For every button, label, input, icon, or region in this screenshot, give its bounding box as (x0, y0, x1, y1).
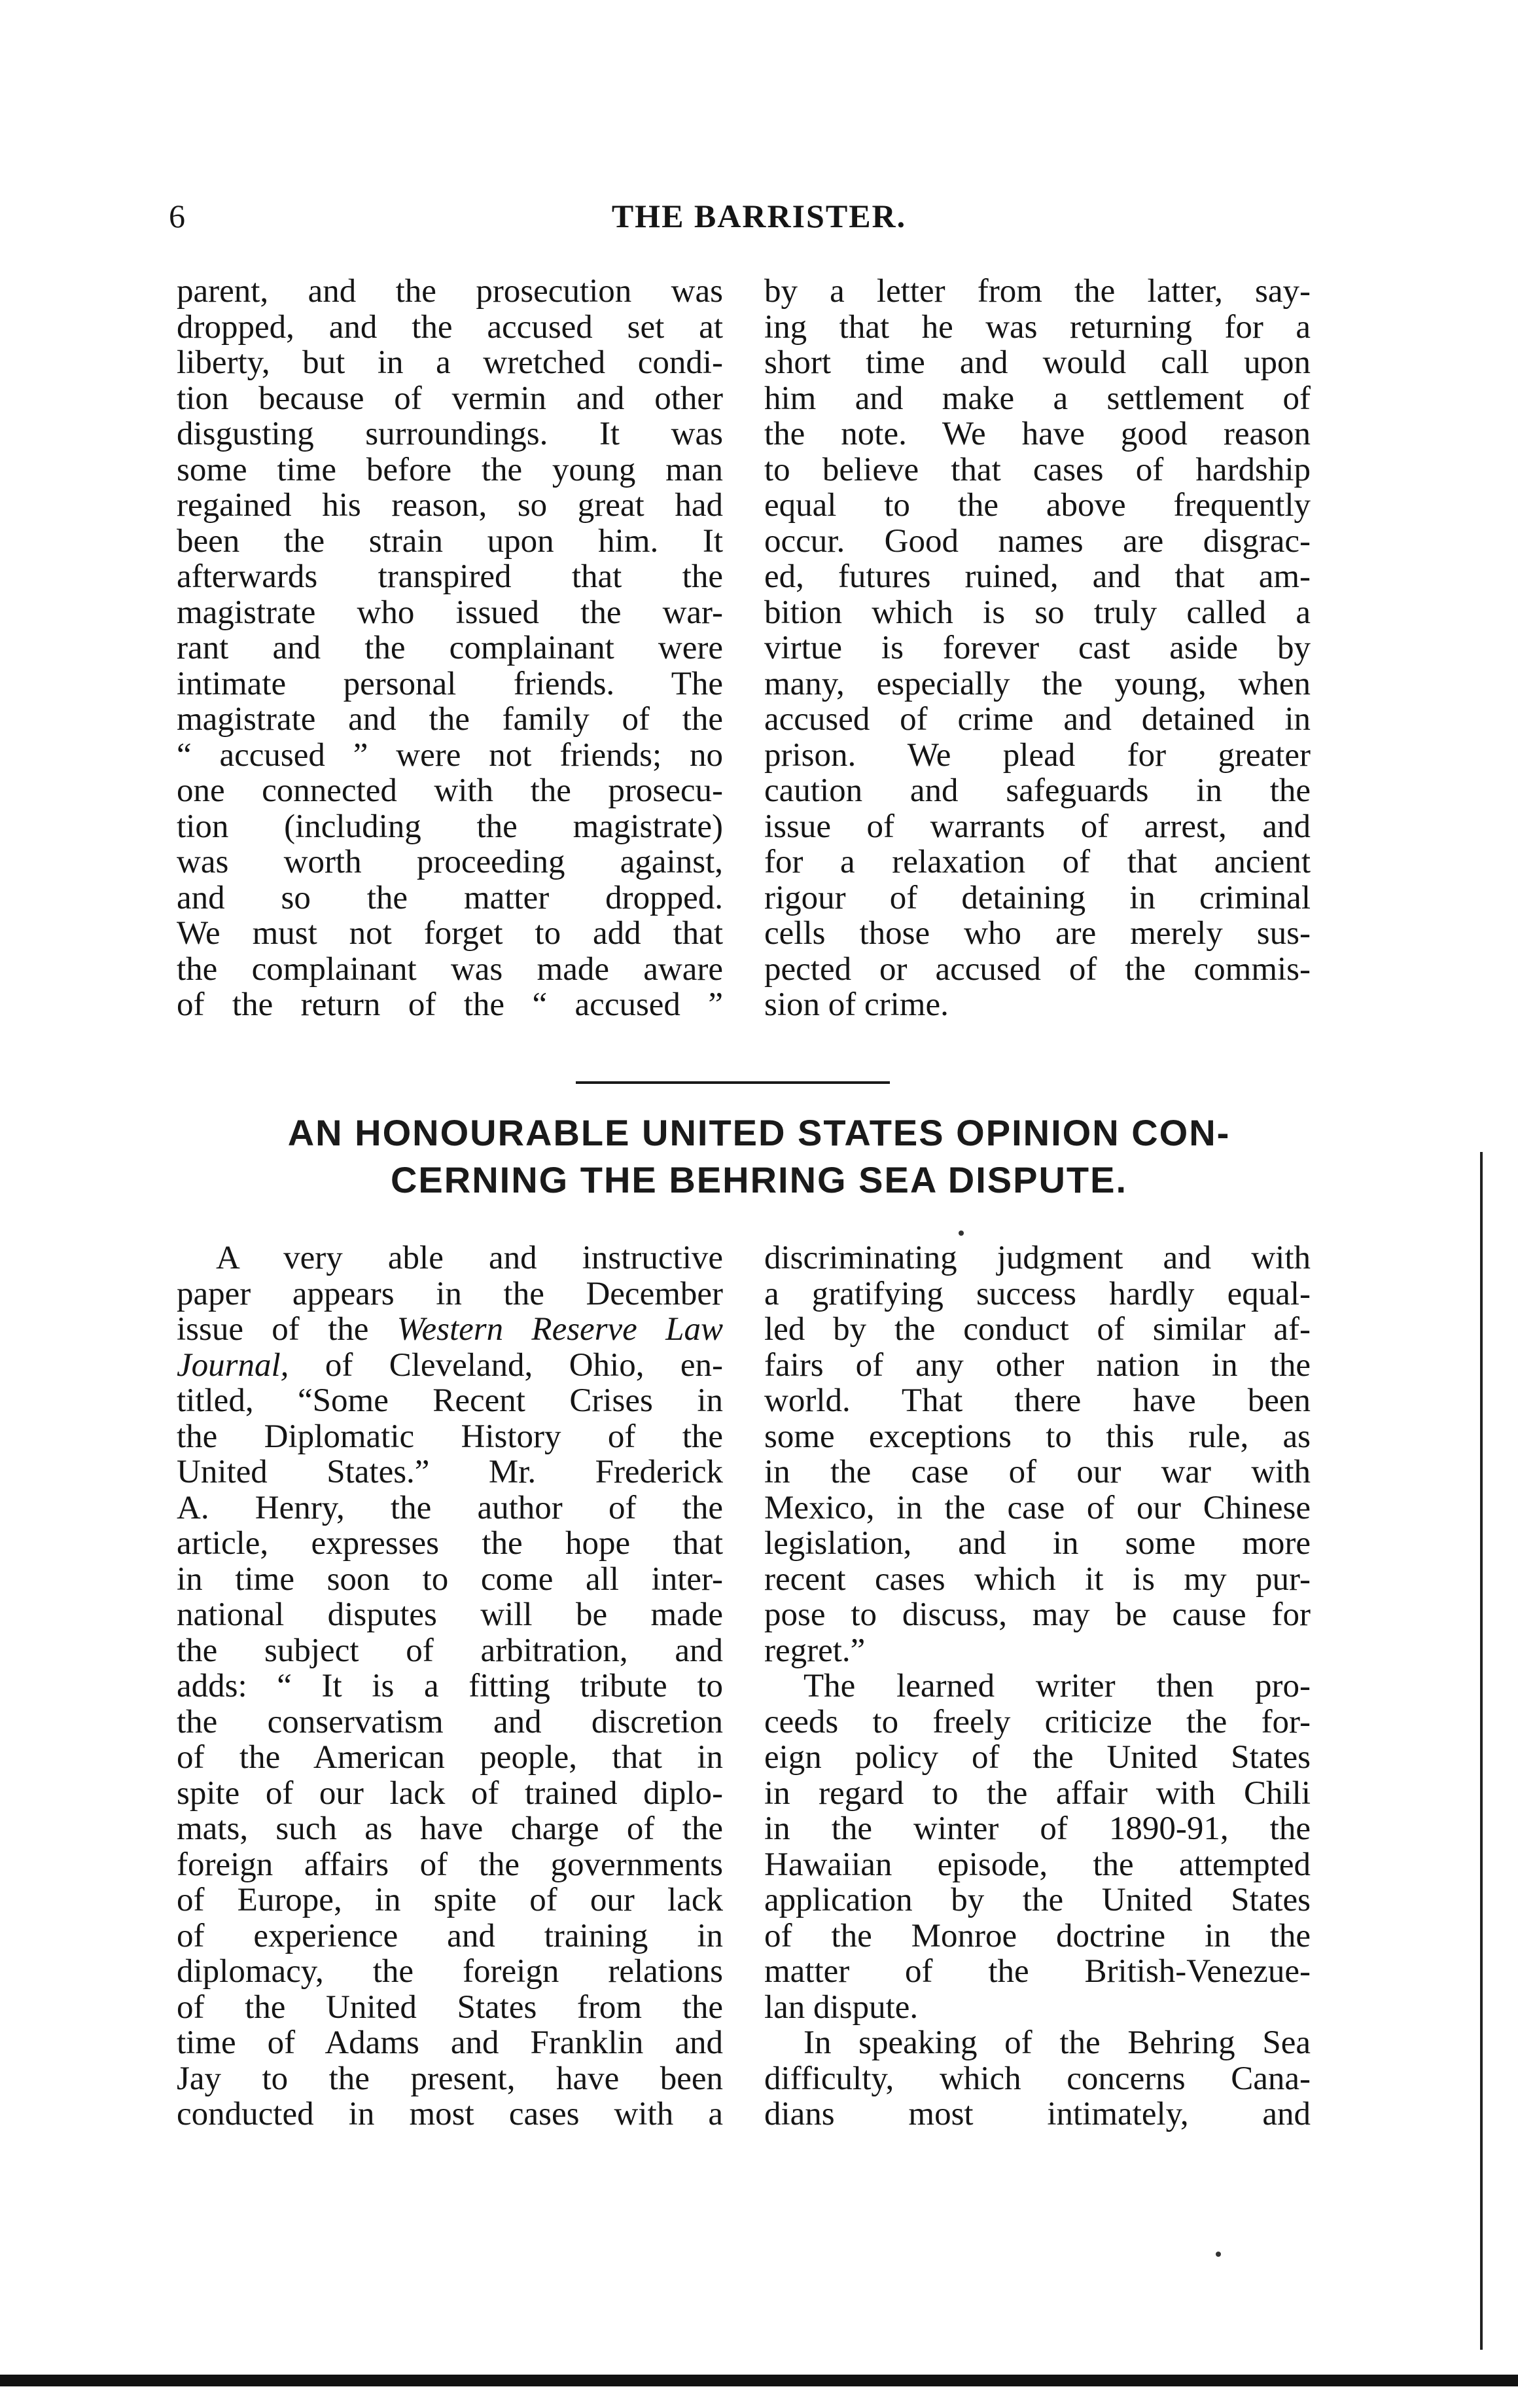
text-line: liberty, but in a wretched condi- (177, 345, 723, 381)
text-line: “ accused ” were not friends; no (177, 737, 723, 773)
text-line: the complainant was made aware (177, 951, 723, 987)
text-line: legislation, and in some more (764, 1526, 1311, 1562)
text-line: magistrate who issued the war- (177, 594, 723, 630)
top-left-column (177, 274, 723, 1023)
text-line: pose to discuss, may be cause for (764, 1597, 1311, 1633)
text-line: ed, futures ruined, and that am- (764, 559, 1311, 595)
text-line: titled, “Some Recent Crises in (177, 1383, 723, 1419)
text-line: lan dispute. (764, 1989, 919, 2025)
text-line: been the strain upon him. It (177, 523, 723, 559)
text-line: issue of warrants of arrest, and (764, 808, 1311, 844)
text-line: time of Adams and Franklin and (177, 2025, 723, 2061)
text-line: In speaking of the Behring Sea (803, 2025, 1311, 2061)
scan-edge-line (1480, 1152, 1483, 2350)
text-line: some time before the young man (177, 452, 723, 488)
text-line: rant and the complainant were (177, 630, 723, 666)
text-line: in the winter of 1890-91, the (764, 1811, 1311, 1847)
text-line: recent cases which it is my pur- (764, 1561, 1311, 1597)
ink-speck (1216, 2252, 1221, 2257)
page-number: 6 (169, 198, 185, 234)
text-line: tion because of vermin and other (177, 380, 723, 416)
text-line: disgusting surroundings. It was (177, 416, 723, 452)
text-line: diplomacy, the foreign relations (177, 1954, 723, 1990)
text-line: the Diplomatic History of the (177, 1418, 723, 1454)
text-line: A. Henry, the author of the (177, 1490, 723, 1526)
text-line: cells those who are merely sus- (764, 916, 1311, 952)
text-line: prison. We plead for greater (764, 737, 1311, 773)
text-line: afterwards transpired that the (177, 559, 723, 595)
text-line: world. That there have been (764, 1383, 1311, 1419)
text-line: matter of the British-Venezue- (764, 1954, 1311, 1990)
text-fragment: of Cleveland, Ohio, en- (289, 1347, 723, 1383)
text-line: many, especially the young, when (764, 666, 1311, 702)
title-line: CERNING THE BEHRING SEA DISPUTE. (390, 1159, 1128, 1200)
text-line: of the United States from the (177, 1989, 723, 2025)
text-line: The learned writer then pro- (803, 1668, 1311, 1704)
text-line: rigour of detaining in criminal (764, 880, 1311, 916)
text-line: sion of crime. (764, 987, 949, 1023)
text-line: in time soon to come all inter- (177, 1561, 723, 1597)
text-line: of the Monroe doctrine in the (764, 1918, 1311, 1954)
text-line: a gratifying success hardly equal- (764, 1276, 1311, 1312)
text-fragment: issue of the (177, 1312, 397, 1348)
ink-speck (959, 1231, 964, 1236)
text-line: mats, such as have charge of the (177, 1811, 723, 1847)
text-line: adds: “ It is a fitting tribute to (177, 1668, 723, 1704)
text-line: of the return of the “ accused ” (177, 987, 723, 1023)
text-line: ing that he was returning for a (764, 309, 1311, 345)
text-line: him and make a settlement of (764, 380, 1311, 416)
text-line: magistrate and the family of the (177, 702, 723, 738)
text-line: of experience and training in (177, 1918, 723, 1954)
text-line: discriminating judgment and with (764, 1240, 1311, 1276)
text-line: and so the matter dropped. (177, 880, 723, 916)
text-line: ceeds to freely criticize the for- (764, 1704, 1311, 1740)
text-line: short time and would call upon (764, 345, 1311, 381)
article-right-column (764, 1240, 1311, 2132)
text-line: dians most intimately, and (764, 2096, 1311, 2132)
text-line: dropped, and the accused set at (177, 309, 723, 345)
text-line: pected or accused of the commis- (764, 951, 1311, 987)
article-left-column (177, 1240, 723, 2132)
text-line: the conservatism and discretion (177, 1704, 723, 1740)
text-line: bition which is so truly called a (764, 594, 1311, 630)
text-line: article, expresses the hope that (177, 1526, 723, 1562)
text-line: accused of crime and detained in (764, 702, 1311, 738)
section-divider (576, 1081, 890, 1084)
text-line: of Europe, in spite of our lack (177, 1882, 723, 1918)
text-line: parent, and the prosecution was (177, 274, 723, 310)
scan-edge-bar (0, 2375, 1518, 2386)
text-line: Mexico, in the case of our Chinese (764, 1490, 1311, 1526)
text-line: to believe that cases of hardship (764, 452, 1311, 488)
text-line: national disputes will be made (177, 1597, 723, 1633)
text-line: of the American people, that in (177, 1740, 723, 1776)
text-line: Hawaiian episode, the attempted (764, 1846, 1311, 1882)
text-line: the note. We have good reason (764, 416, 1311, 452)
text-line: some exceptions to this rule, as (764, 1418, 1311, 1454)
text-line: one connected with the prosecu- (177, 773, 723, 809)
top-right-column (764, 274, 1311, 1023)
text-line: for a relaxation of that ancient (764, 844, 1311, 880)
journal-name: Journal, (177, 1347, 289, 1383)
text-line: foreign affairs of the governments (177, 1846, 723, 1882)
text-line: tion (including the magistrate) (177, 808, 723, 844)
title-line: AN HONOURABLE UNITED STATES OPINION CON- (287, 1112, 1231, 1153)
text-line: regret.” (764, 1632, 866, 1668)
text-line: intimate personal friends. The (177, 666, 723, 702)
text-line: spite of our lack of trained diplo- (177, 1775, 723, 1811)
text-line: was worth proceeding against, (177, 844, 723, 880)
text-line: We must not forget to add that (177, 916, 723, 952)
journal-name: Western Reserve Law (397, 1312, 723, 1348)
text-line: the subject of arbitration, and (177, 1632, 723, 1668)
text-line: United States.” Mr. Frederick (177, 1454, 723, 1490)
text-line: led by the conduct of similar af- (764, 1312, 1311, 1348)
text-line: caution and safeguards in the (764, 773, 1311, 809)
text-line: fairs of any other nation in the (764, 1347, 1311, 1383)
text-line: regained his reason, so great had (177, 488, 723, 524)
text-line: difficulty, which concerns Cana- (764, 2060, 1311, 2096)
text-line: conducted in most cases with a (177, 2096, 723, 2132)
text-line (177, 1348, 723, 1384)
text-line: occur. Good names are disgrac- (764, 523, 1311, 559)
text-line: equal to the above frequently (764, 488, 1311, 524)
text-line: virtue is forever cast aside by (764, 630, 1311, 666)
text-line: eign policy of the United States (764, 1740, 1311, 1776)
text-line: A very able and instructive (216, 1240, 723, 1276)
text-line: in the case of our war with (764, 1454, 1311, 1490)
running-head: THE BARRISTER. (611, 198, 907, 234)
text-line: application by the United States (764, 1882, 1311, 1918)
text-line: Jay to the present, have been (177, 2060, 723, 2096)
text-line: in regard to the affair with Chili (764, 1775, 1311, 1811)
text-line (177, 1312, 723, 1348)
text-line: by a letter from the latter, say- (764, 274, 1311, 310)
text-line: paper appears in the December (177, 1276, 723, 1312)
article-title (0, 1109, 1518, 1204)
